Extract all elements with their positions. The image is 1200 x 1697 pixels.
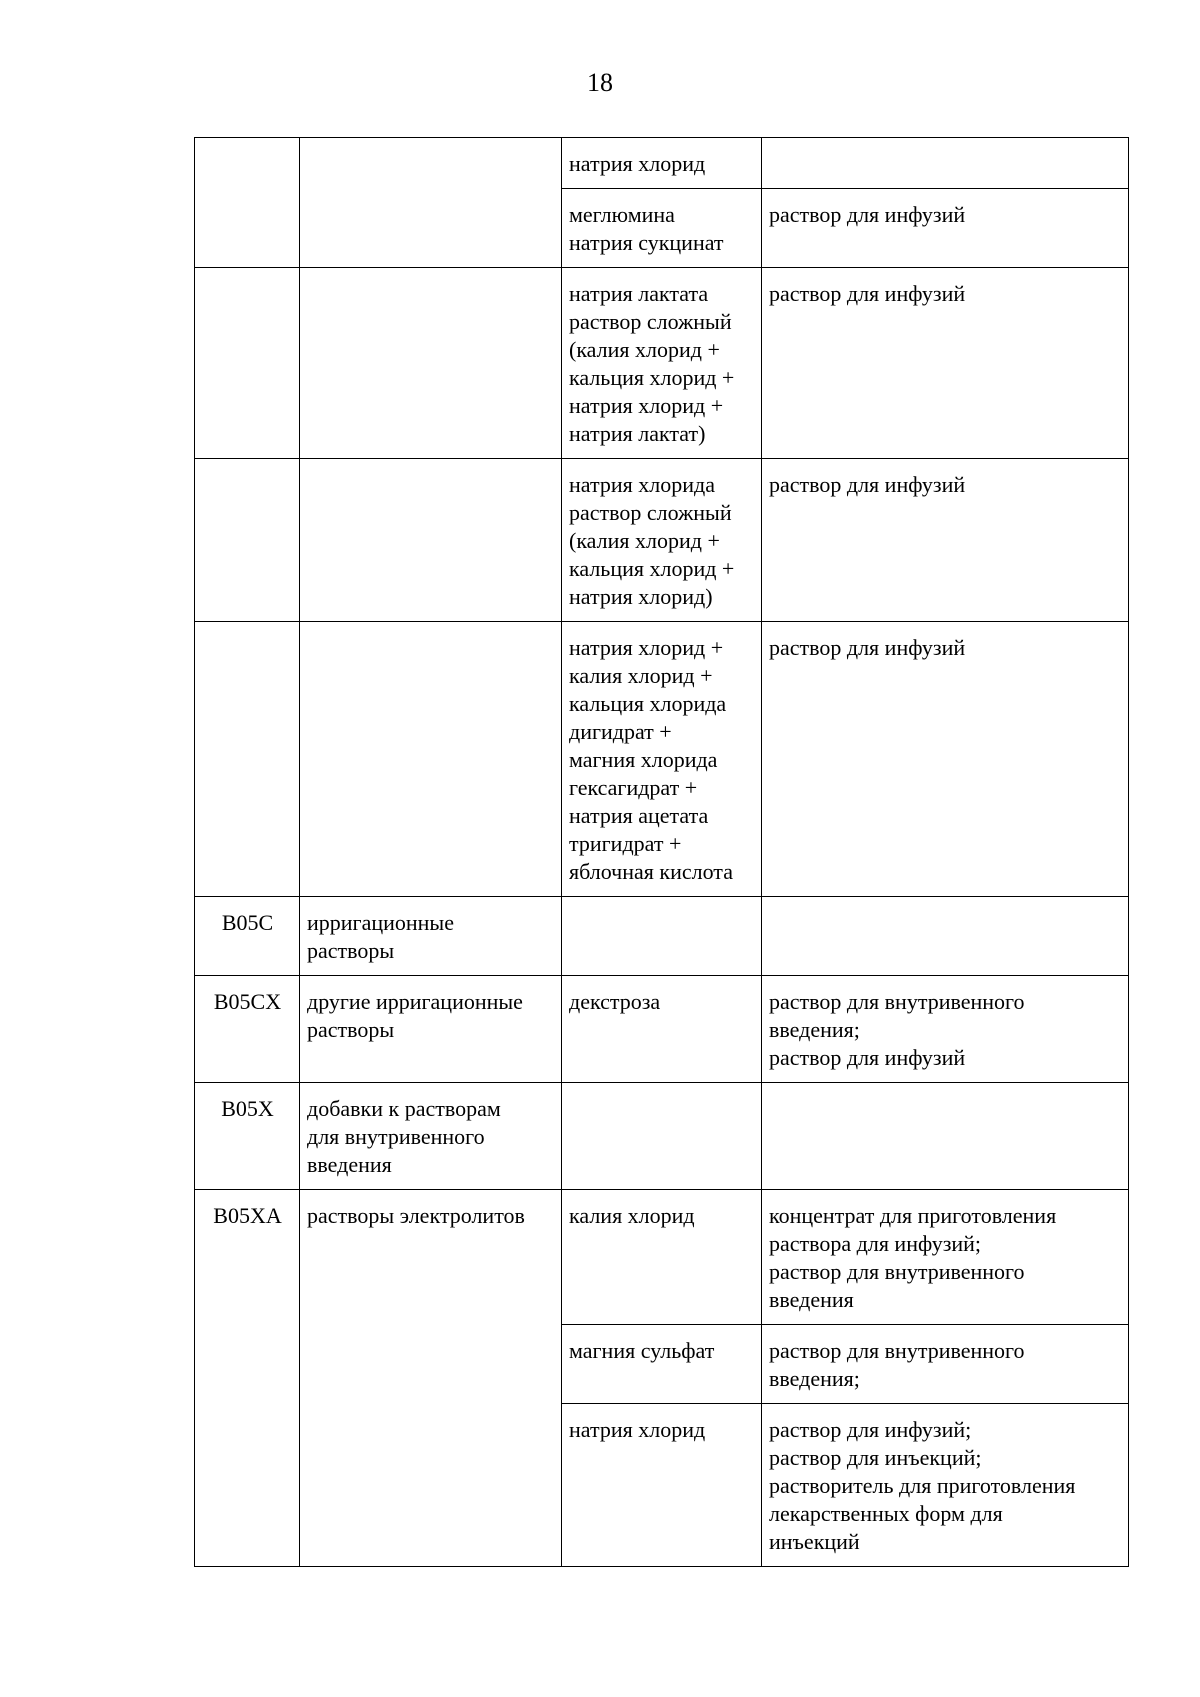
form-cell: раствор для инфузий; раствор для инъекций; растворитель для приготовления лекарственных форм для инъекций (762, 1404, 1129, 1567)
drug-cell: меглюмина натрия сукцинат (562, 189, 762, 268)
group-cell: ирригационные растворы (300, 897, 562, 976)
code-cell: B05CX (195, 976, 300, 1083)
form-cell: раствор для внутривенного введения; раствор для инфузий (762, 976, 1129, 1083)
group-cell (300, 138, 562, 268)
drug-cell: натрия хлорид + калия хлорид + кальция хлорида дигидрат + магния хлорида гексагидрат + натрия ацетата тригидрат + яблочная кислота (562, 622, 762, 897)
form-cell: концентрат для приготовления раствора для инфузий; раствор для внутривенного введения (762, 1190, 1129, 1325)
page-number: 18 (587, 68, 613, 97)
drug-cell: натрия хлорид (562, 1404, 762, 1567)
code-cell (195, 268, 300, 459)
form-cell: раствор для инфузий (762, 189, 1129, 268)
form-cell: раствор для инфузий (762, 622, 1129, 897)
code-cell (195, 459, 300, 622)
drug-cell (562, 1083, 762, 1190)
table-row (195, 1083, 1129, 1190)
table-row (195, 138, 1129, 189)
group-cell (300, 268, 562, 459)
code-cell: B05XA (195, 1190, 300, 1567)
drug-cell: натрия хлорид (562, 138, 762, 189)
group-cell: растворы электролитов (300, 1190, 562, 1567)
group-cell: добавки к растворам для внутривенного введения (300, 1083, 562, 1190)
form-cell: раствор для инфузий (762, 459, 1129, 622)
table-row (195, 1190, 1129, 1325)
drug-cell: магния сульфат (562, 1325, 762, 1404)
code-cell: B05C (195, 897, 300, 976)
form-cell (762, 897, 1129, 976)
form-cell (762, 1083, 1129, 1190)
form-cell (762, 138, 1129, 189)
drug-cell (562, 897, 762, 976)
table-row (195, 268, 1129, 459)
drug-cell: натрия лактата раствор сложный (калия хлорид + кальция хлорид + натрия хлорид + натрия лактат) (562, 268, 762, 459)
code-cell (195, 622, 300, 897)
form-cell: раствор для внутривенного введения; (762, 1325, 1129, 1404)
group-cell: другие ирригационные растворы (300, 976, 562, 1083)
group-cell (300, 459, 562, 622)
table-row (195, 897, 1129, 976)
form-cell: раствор для инфузий (762, 268, 1129, 459)
code-cell (195, 138, 300, 268)
group-cell (300, 622, 562, 897)
code-cell: B05X (195, 1083, 300, 1190)
drug-cell: натрия хлорида раствор сложный (калия хлорид + кальция хлорид + натрия хлорид) (562, 459, 762, 622)
drug-cell: декстроза (562, 976, 762, 1083)
table-row (195, 459, 1129, 622)
drug-table (194, 137, 1129, 1567)
drug-cell: калия хлорид (562, 1190, 762, 1325)
table-row (195, 622, 1129, 897)
table-row (195, 976, 1129, 1083)
